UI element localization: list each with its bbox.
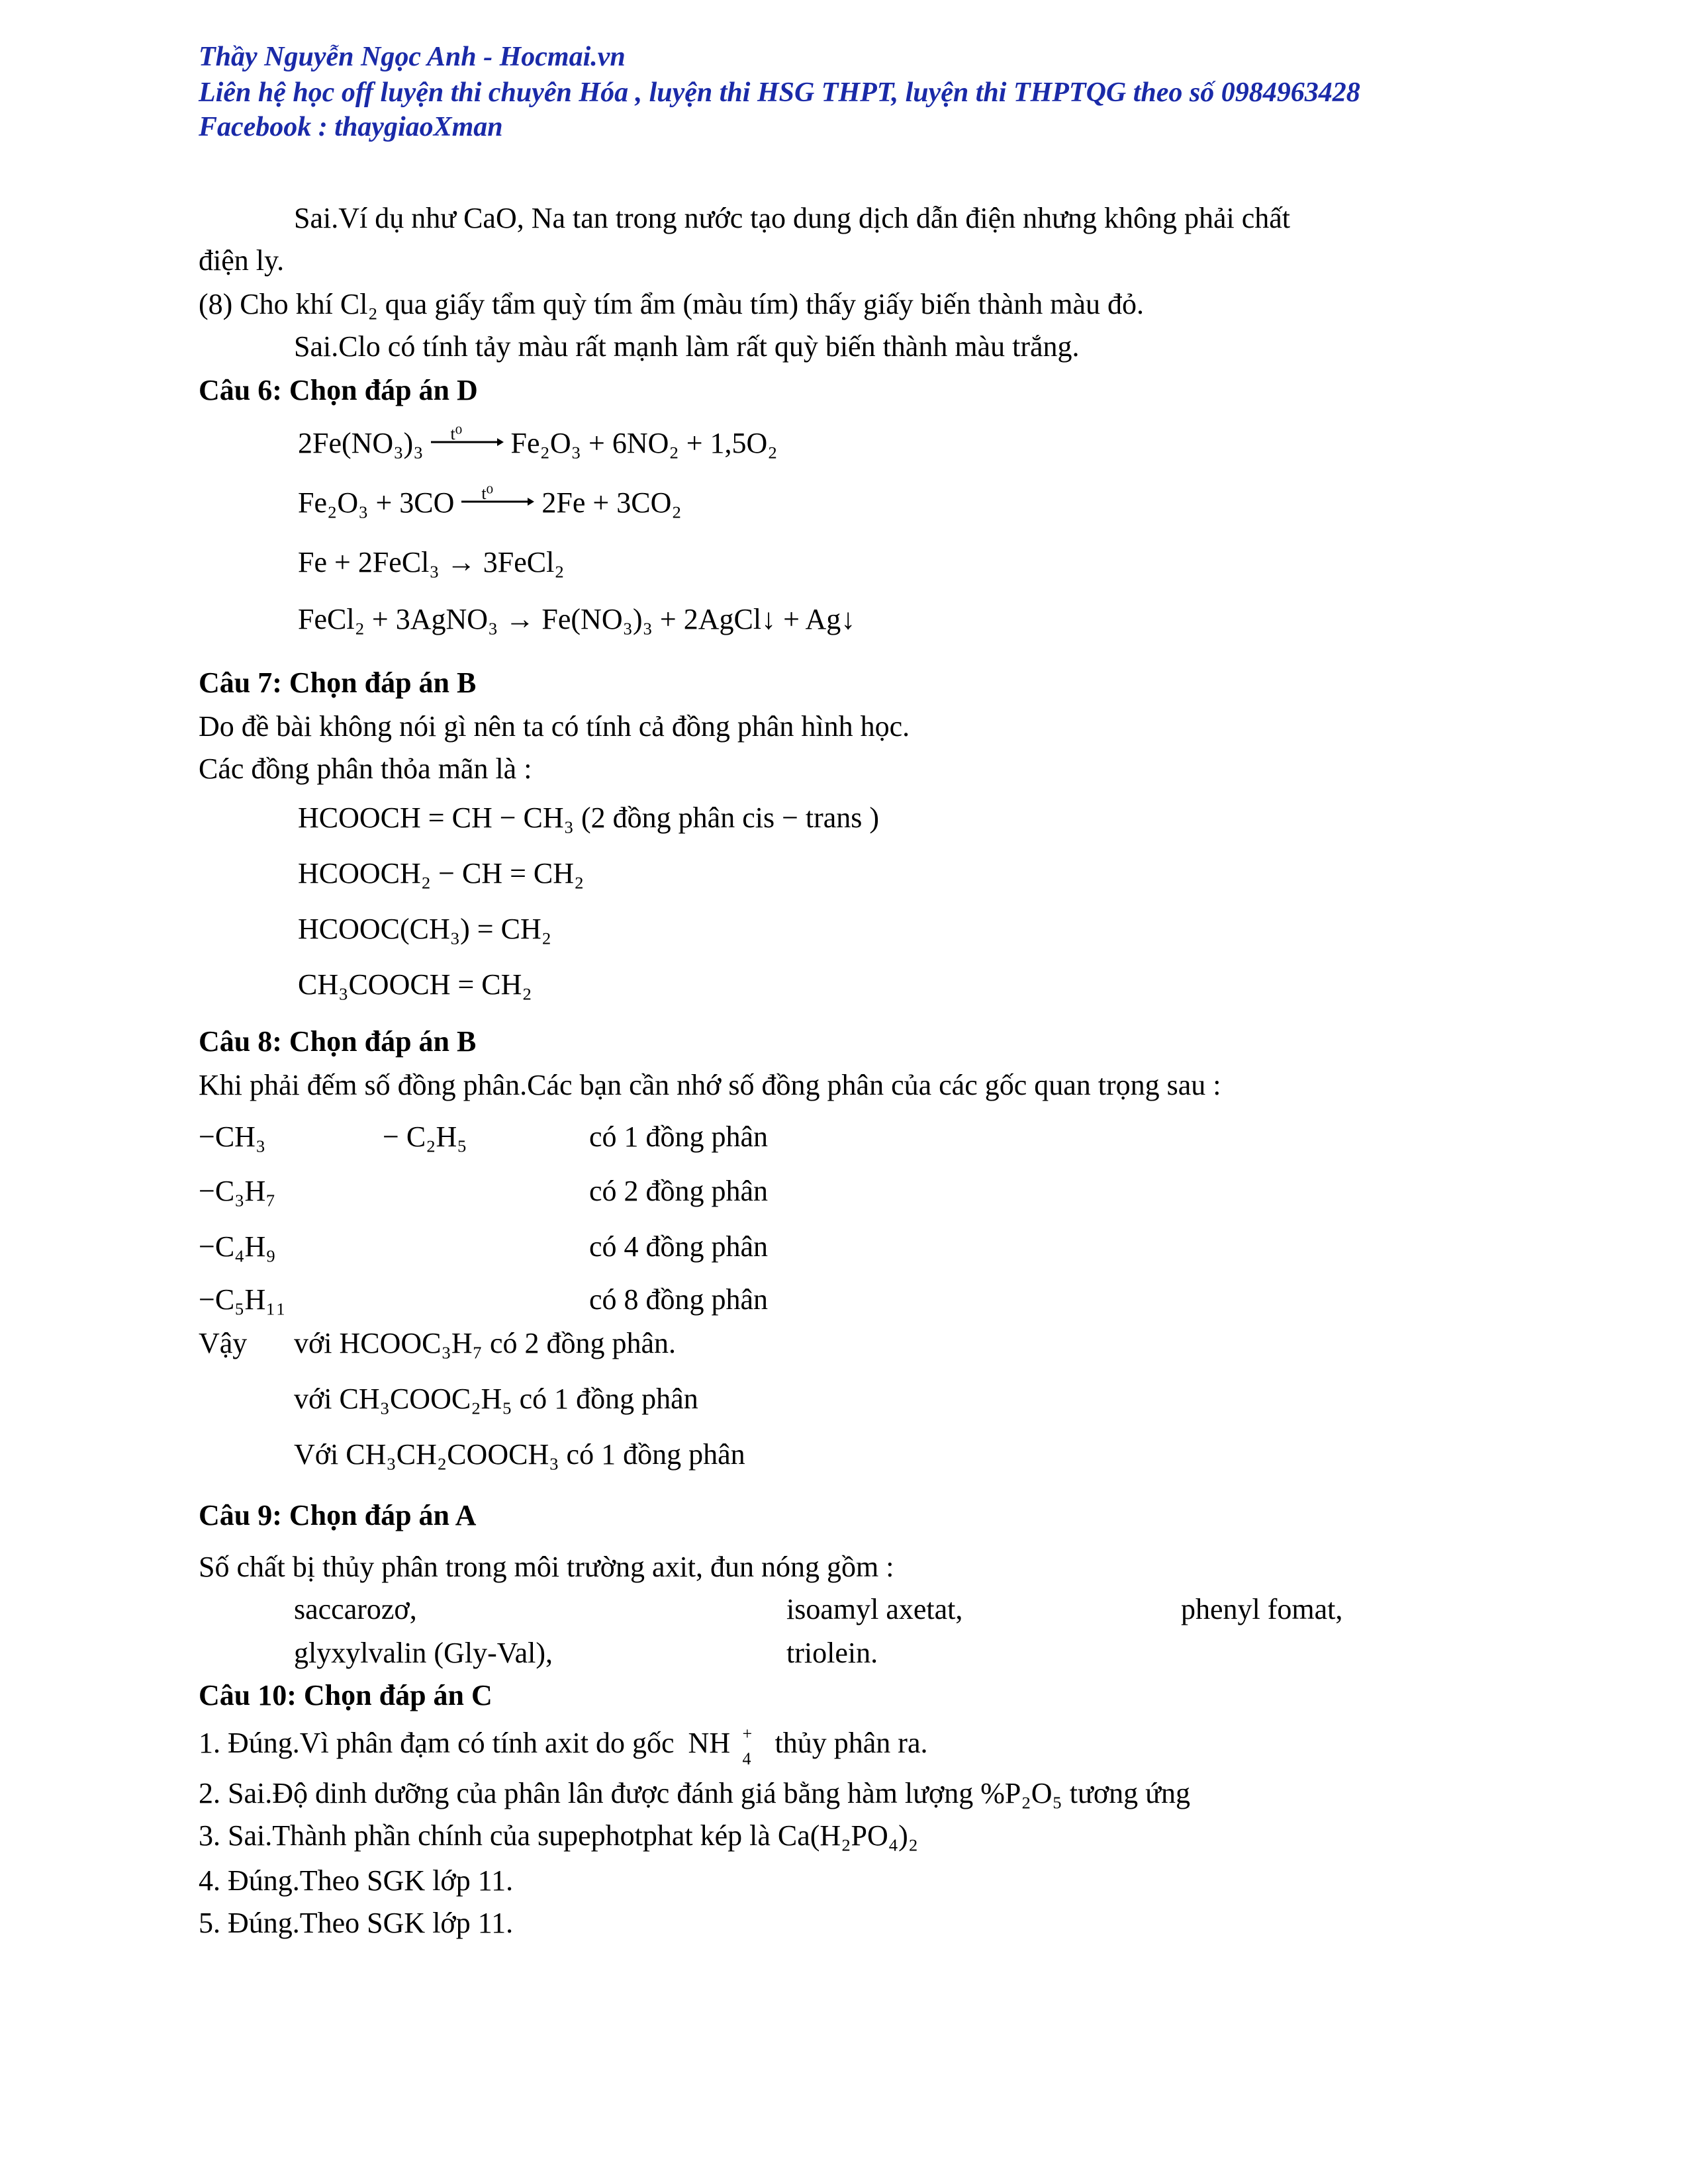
q9-text: Số chất bị thủy phân trong môi trường axit, đun nóng gồm : xyxy=(199,1551,894,1583)
intro-text: Sai.Clo có tính tảy màu rất mạnh làm rất quỳ biến thành màu trắng. xyxy=(294,330,1080,363)
q7-text: Các đồng phân thỏa mãn là : xyxy=(199,752,532,785)
heat-arrow-icon: t⁰ xyxy=(461,488,534,515)
heat-arrow-icon: t⁰ xyxy=(431,429,504,455)
header-contact: Liên hệ học off luyện thi chuyên Hóa , luyện thi HSG THPT, luyện thi THPTQG theo số 0984963428 xyxy=(199,77,1360,108)
q8-conclusion: Với CH₃CH₂COOCH₃ có 1 đồng phân xyxy=(294,1438,745,1471)
q8-radical: −C₃H₇ xyxy=(199,1175,276,1207)
q10-statement: 2. Sai.Độ dinh dưỡng của phân lân được đánh giá bằng hàm lượng %P₂O₅ tương ứng xyxy=(199,1777,1190,1809)
header-facebook: Facebook : thaygiaoXman xyxy=(199,112,503,142)
q10-statement: 4. Đúng.Theo SGK lớp 11. xyxy=(199,1864,514,1897)
q7-formula: HCOOCH = CH − CH₃ (2 đồng phân cis − trans ) xyxy=(298,801,880,834)
q8-radical: − C₂H₅ xyxy=(383,1120,467,1153)
q9-title: Câu 9: Chọn đáp án A xyxy=(199,1499,477,1531)
q9-item: isoamyl axetat, xyxy=(786,1593,963,1625)
q9-item: triolein. xyxy=(786,1637,878,1669)
q8-isomer-count: có 4 đồng phân xyxy=(589,1230,769,1263)
intro-text: điện ly. xyxy=(199,244,285,277)
q8-text: Khi phải đếm số đồng phân.Các bạn cần nhớ số đồng phân của các gốc quan trọng sau : xyxy=(199,1069,1221,1101)
q8-isomer-count: có 8 đồng phân xyxy=(589,1283,769,1316)
header-author: Thầy Nguyễn Ngọc Anh - Hocmai.vn xyxy=(199,42,626,72)
q8-title: Câu 8: Chọn đáp án B xyxy=(199,1025,477,1058)
q6-equation-1: 2Fe(NO₃)₃ t⁰ Fe₂O₃ + 6NO₂ + 1,5O₂ xyxy=(298,424,778,459)
q7-formula: HCOOCH₂ − CH = CH₂ xyxy=(298,857,585,889)
q7-title: Câu 7: Chọn đáp án B xyxy=(199,666,477,699)
q8-conclusion: với HCOOC₃H₇ có 2 đồng phân. xyxy=(294,1327,677,1359)
q9-item: phenyl fomat, xyxy=(1181,1593,1343,1625)
q10-statement: 3. Sai.Thành phần chính của supephotphat kép là Ca(H₂PO₄)₂ xyxy=(199,1819,919,1852)
q9-item: glyxylvalin (Gly-Val), xyxy=(294,1637,553,1669)
q8-radical: −CH₃ xyxy=(199,1120,266,1153)
intro-text: Sai.Ví dụ như CaO, Na tan trong nước tạo dung dịch dẫn điện nhưng không phải chất xyxy=(294,202,1290,234)
q7-text: Do đề bài không nói gì nên ta có tính cả đồng phân hình học. xyxy=(199,710,910,743)
q8-isomer-count: có 1 đồng phân xyxy=(589,1120,769,1153)
q7-formula: HCOOC(CH₃) = CH₂ xyxy=(298,913,552,945)
q8-radical: −C₅H₁₁ xyxy=(199,1283,286,1316)
q6-equation-3: Fe + 2FeCl₃ → 3FeCl₂ xyxy=(298,546,565,578)
q8-conclusion: với CH₃COOC₂H₅ có 1 đồng phân xyxy=(294,1383,698,1415)
ammonium-ion: NH + 4 xyxy=(688,1724,753,1768)
q6-title: Câu 6: Chọn đáp án D xyxy=(199,374,478,406)
q10-statement: 5. Đúng.Theo SGK lớp 11. xyxy=(199,1907,514,1939)
q6-equation-2: Fe₂O₃ + 3CO t⁰ 2Fe + 3CO₂ xyxy=(298,484,682,519)
q9-item: saccarozơ, xyxy=(294,1593,417,1625)
intro-text: (8) Cho khí Cl₂ qua giấy tẩm quỳ tím ẩm (màu tím) thấy giấy biến thành màu đỏ. xyxy=(199,288,1144,320)
q7-formula: CH₃COOCH = CH₂ xyxy=(298,968,532,1001)
q6-equation-4: FeCl₂ + 3AgNO₃ → Fe(NO₃)₃ + 2AgCl↓ + Ag↓ xyxy=(298,603,856,635)
q8-radical: −C₄H₉ xyxy=(199,1230,276,1263)
q8-conclusion-label: Vậy xyxy=(199,1327,248,1359)
q10-title: Câu 10: Chọn đáp án C xyxy=(199,1679,492,1711)
q8-isomer-count: có 2 đồng phân xyxy=(589,1175,769,1207)
q10-statement-1: 1. Đúng.Vì phân đạm có tính axit do gốc NH + 4 thủy phân ra. xyxy=(199,1724,928,1768)
